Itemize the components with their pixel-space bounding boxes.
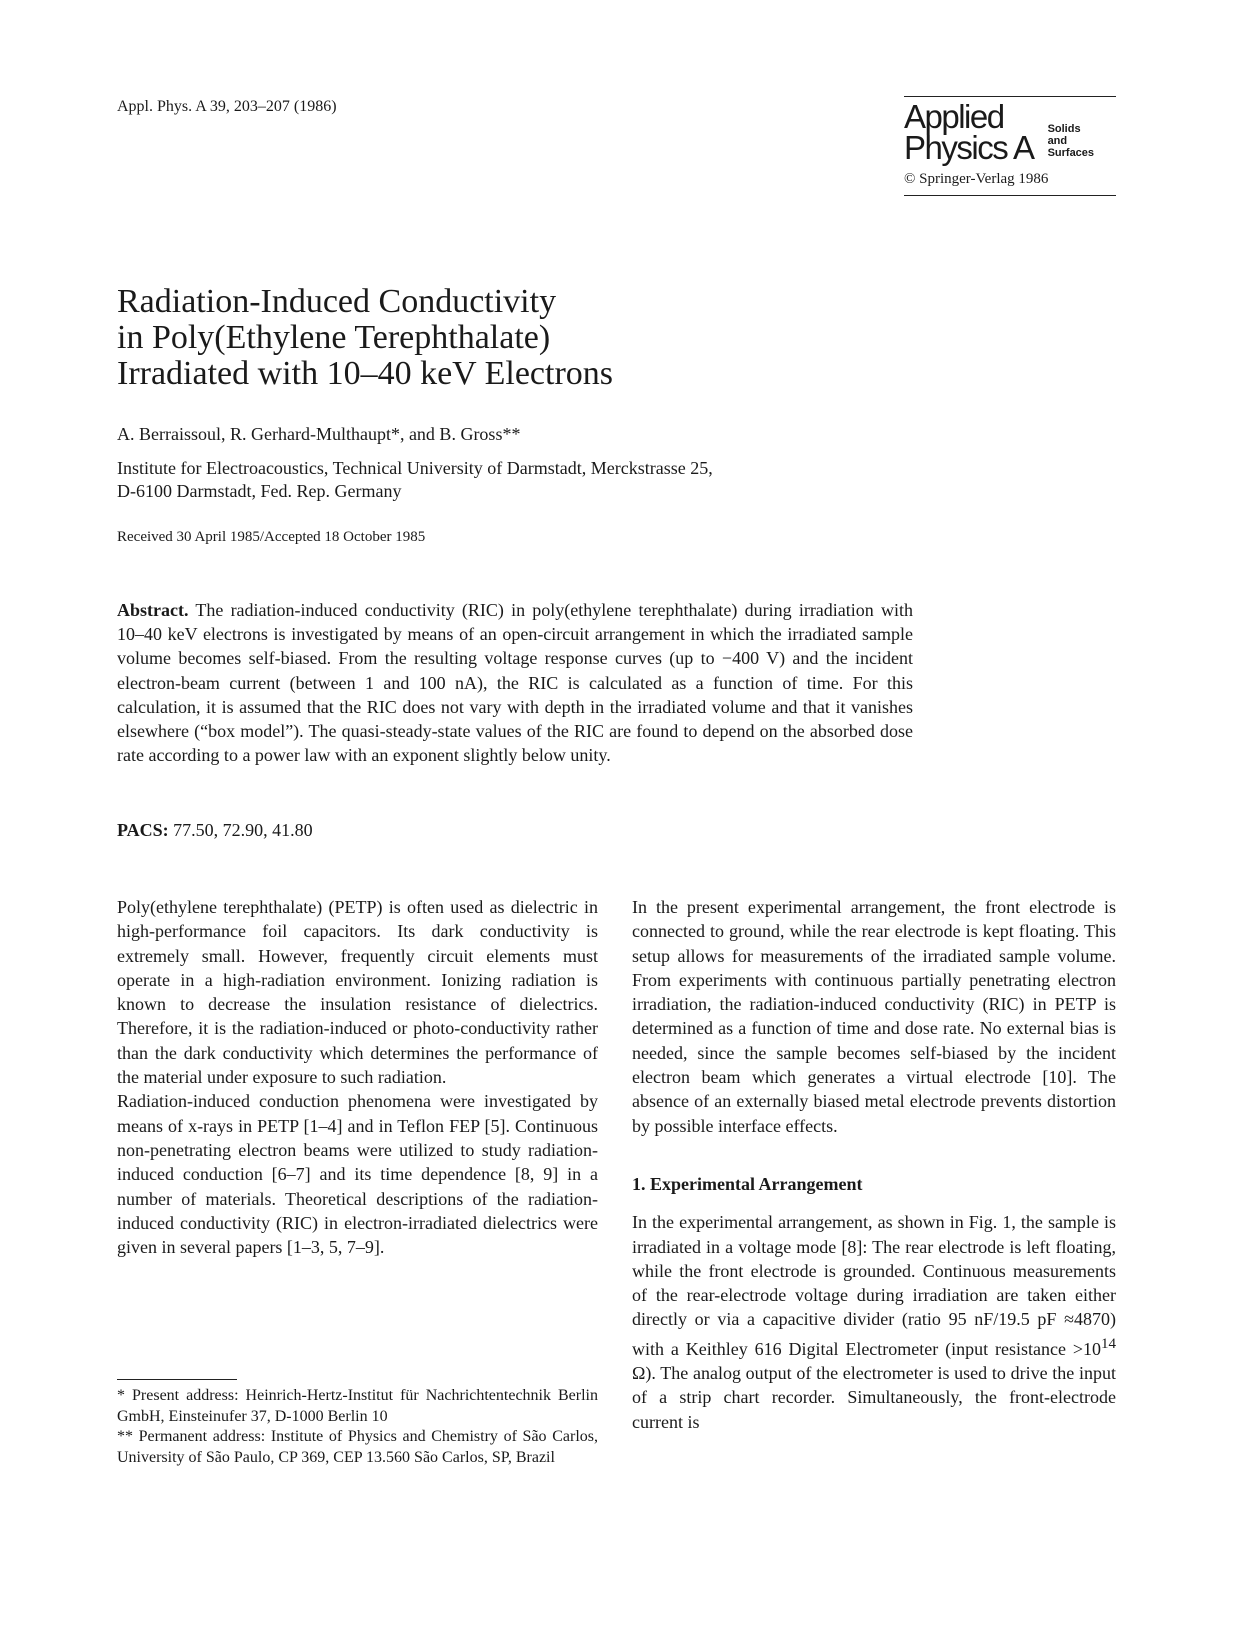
footnotes (117, 1386, 598, 1468)
abstract (117, 598, 913, 767)
journal-section-line2: and (1047, 135, 1068, 147)
affiliation (117, 457, 897, 503)
body-paragraph: Poly(ethylene terephthalate) (PETP) is often used as dielectric in high-performance foil capacitors. Its dark conductivity is extremely small. However, frequently circuit elements must operate in a high-radiation environment. Ionizing radiation is known to decrease the insulation resistance of dielectrics. Therefore, it is the radiation-induced or photo-conductivity rather than the dark conductivity which determines the performance of the material under exposure to such radiation. (117, 897, 598, 1088)
journal-section-line1: Solids (1047, 123, 1081, 135)
abstract-text: The radiation-induced conductivity (RIC) in poly(ethylene terephthalate) during irradiation with 10–40 keV electrons is investigated by means of an open-circuit arrangement in which the irradiated sample volume becomes self-biased. From the resulting voltage response curves (up to −400 V) and the incident electron-beam current (between 1 and 100 nA), the RIC is calculated as a function of time. For this calculation, it is assumed that the RIC does not vary with depth in the irradiated volume and that it vanishes elsewhere (“box model”). The quasi-steady-state values of the RIC are found to depend on the absorbed dose rate according to a power law with an exponent slightly below unity. (117, 600, 913, 766)
title-line: Irradiated with 10–40 keV Electrons (117, 355, 614, 392)
pacs-value: 77.50, 72.90, 41.80 (173, 820, 313, 840)
copyright-notice: © Springer-Verlag 1986 (904, 171, 1049, 187)
journal-name-line2: Physics A (904, 129, 1034, 166)
body-paragraph: Radiation-induced conduction phenomena were investigated by means of x-rays in PETP [1–4] and in Teflon FEP [5]. Continuous non-penetrating electron beams were utilized to study radiation-induced conduction [6–7] and its time dependence [8, 9] in a number of materials. Theoretical descriptions of the radiation-induced conductivity (RIC) in electron-irradiated dielectrics were given in several papers [1–3, 5, 7–9]. (117, 1091, 598, 1258)
left-column (117, 895, 598, 1259)
journal-section-line3: Surfaces (1047, 147, 1095, 159)
pacs-codes (117, 820, 313, 841)
title-line: in Poly(Ethylene Terephthalate) (117, 319, 551, 356)
section-heading: 1. Experimental Arrangement (632, 1173, 863, 1194)
journal-name-line1: Applied (904, 98, 1004, 135)
title-line: Radiation-Induced Conductivity (117, 283, 557, 320)
body-paragraph (632, 1210, 1116, 1434)
journal-name (904, 98, 1034, 166)
superscript-exponent: 14 (1101, 1335, 1116, 1352)
footnote-rule (117, 1379, 237, 1380)
body-paragraph: In the present experimental arrangement, the front electrode is connected to ground, while the rear electrode is kept floating. This setup allows for measurements of the irradiated sample volume. From experiments with continuous partially penetrating electron irradiation, the radiation-induced conductivity (RIC) in PETP is determined as a function of time and dose rate. No external bias is needed, since the sample becomes self-biased by the incident electron beam which generates a virtual electrode [10]. The absence of an externally biased metal electrode prevents distortion by possible interface effects. (632, 897, 1116, 1136)
journal-citation: Appl. Phys. A 39, 203–207 (1986) (117, 98, 337, 115)
pacs-label: PACS: (117, 820, 169, 840)
footnote: * Present address: Heinrich-Hertz-Institut für Nachrichtentechnik Berlin GmbH, Einsteinufer 37, D-1000 Berlin 10 (117, 1387, 598, 1425)
abstract-label: Abstract. (117, 600, 189, 620)
brand-bottom-rule (904, 195, 1116, 196)
affiliation-line: Institute for Electroacoustics, Technical University of Darmstadt, Merckstrasse 25, (117, 458, 713, 478)
footnote: ** Permanent address: Institute of Physics and Chemistry of São Carlos, University of São Paulo, CP 369, CEP 13.560 São Carlos, SP, Brazil (117, 1428, 598, 1466)
affiliation-line: D-6100 Darmstadt, Fed. Rep. Germany (117, 481, 402, 501)
received-dates: Received 30 April 1985/Accepted 18 October 1985 (117, 529, 426, 545)
right-column (632, 895, 1116, 1434)
author-list: A. Berraissoul, R. Gerhard-Multhaupt*, and B. Gross** (117, 424, 521, 444)
paragraph-text: Ω). The analog output of the electrometer is used to drive the input of a strip chart recorder. Simultaneously, the front-electrode current is (632, 1363, 1116, 1432)
journal-logo (904, 98, 1116, 166)
paper-title (117, 284, 897, 392)
journal-section (1048, 123, 1094, 159)
brand-top-rule (904, 96, 1116, 97)
journal-brand (904, 96, 1116, 196)
paragraph-text: In the experimental arrangement, as shown in Fig. 1, the sample is irradiated in a voltage mode [8]: The rear electrode is left floating, while the front electrode is grounded. Continuous measurements of the rear-electrode voltage during irradiation are taken either directly or via a capacitive divider (ratio 95 nF/19.5 pF ≈4870) with a Keithley 616 Digital Electrometer (input resistance >10 (632, 1212, 1116, 1359)
